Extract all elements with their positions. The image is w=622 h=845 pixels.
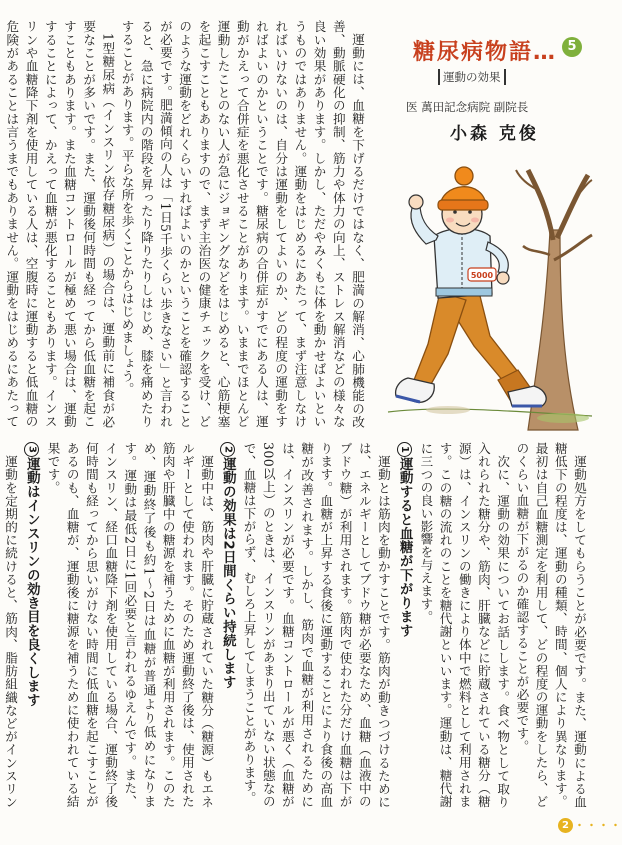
paragraph: 次に、運動の効果についてお話しします。食べ物として取り入れられた糖分や、筋肉、肝臓などに貯蔵されている糖分（糖源）は、インスリンの働きにより体中で燃料として利用されます。この糖の流れのことを糖代謝といいます。運動は、糖代謝に三つの良い影響を与えます。	[418, 442, 511, 808]
paragraph: 運動には、血糖を下げるだけではなく、肥満の解消、心肺機能の改善、動脈硬化の抑制、筋力や体力の向上、ストレス解消などの様々な良い効果があります。しかし、ただやみくもに体を動かせばよいというものではありません。運動をはじめるにあたって、まず注意しなければいけないのは、自分は運動をしてよいのか、どの程度の運動をすればよいのかということです。糖尿病の合併症がすでにある人は、運動がかえって合併症を悪化させることがあります。いままでほとんど運動したことのない人が急にジョギングなどをはじめると、心筋梗塞を起こすこともありますので、まず主治医の健康チェックを受け、どのような運動をどれくらいすればよいのかということを確認することが必要です。肥満傾向の人は「1日5千歩くらい歩きなさい」と言われると、急に病院内の階段を昇ったり降りたりしはじめ、膝を痛めたりすることがあります。平らな所を歩くことからはじめましょう。	[119, 20, 365, 428]
walking-man-illustration	[378, 160, 592, 430]
page-number-dots: ・・・・	[574, 819, 622, 832]
author-name: 小森 克俊	[450, 124, 539, 144]
section-heading-2	[218, 442, 237, 808]
article-title: 糖尿病物語…	[412, 40, 557, 65]
article-body-bottom	[3, 442, 589, 808]
article-subtitle: 運動の効果	[438, 69, 506, 85]
section-heading-3	[22, 442, 41, 808]
paragraph: 運動とは筋肉を動かすことです。筋肉が動きつづけるためには、エネルギーとしてブドウ糖が必要なため、血糖（血液中のブドウ糖）が利用されます。筋肉で使われた分だけ血糖は下がります。血糖が上昇する食後に運動することにより食後の高血糖が改善されます。しかし、筋肉で血糖が利用されるためには、インスリンが必要です。血糖コントロールが悪く（血糖が300以上）のときは、インスリンがあまり出ていない状態なので、血糖は下がらず、むしろ上昇してしまうことがあります。	[241, 442, 391, 808]
section-heading-text: 運動すると血糖が下がります	[397, 457, 413, 638]
raised-fist-icon	[409, 195, 423, 209]
page-number-badge: 2	[558, 818, 573, 833]
article-header	[386, 35, 582, 155]
section-heading-text: 運動はインスリンの効き目を良くします	[24, 457, 40, 708]
section-number: 2	[220, 442, 235, 457]
section-number: 1	[397, 442, 412, 457]
paragraph: 運動中は、筋肉や肝臓に貯蔵されていた糖分（糖源）もエネルギーとして使われます。そのため運動終了後は、使用された筋肉や肝臓中の糖源を補うために血糖が利用されます。このため、運動終了後も約1〜2日は血糖が普通より低めになります。運動は最低2日に1回必要と言われるゆえんです。また、インスリン、経口血糖降下剤を使用している場合、運動終了後何時間も経ってから思いがけない時間に低血糖を起こすことがあるのも、血糖が、運動後に糖源を補うために使われている結果です。	[45, 442, 215, 808]
author-affiliation: 医 萬田記念病院 副院長	[406, 100, 529, 114]
paragraph: 1型糖尿病（インスリン依存糖尿病）の場合は、運動前に補食が必要なことが多いです。また、運動後何時間も経ってから低血糖を起こすこともあります。また血糖コントロールが極めて悪い場合は、運動することによって、かえって血糖が悪化することもあります。インスリンや血糖降下剤を使用している人は、空腹時に運動すると低血糖の危険があることは言うまでもありません。運動をはじめるにあたって	[4, 20, 116, 428]
paragraph: 運動を定期的に続けると、筋肉、脂肪組織などがインスリン	[3, 454, 19, 808]
knit-cap-icon	[438, 167, 488, 210]
series-number-badge: 5	[562, 37, 582, 57]
walking-man-drawing	[378, 160, 592, 430]
section-heading-1	[395, 442, 414, 808]
race-tag-number: 5000	[470, 271, 494, 280]
section-heading-text: 運動の効果は2日間くらい持続します	[220, 457, 236, 690]
article-body-top	[4, 20, 367, 428]
section-number: 3	[24, 442, 39, 457]
jacket-icon	[434, 229, 492, 299]
paragraph: 運動処方をしてもらうことが必要です。また、運動による血糖低下の程度は、運動の種類、時間、個人により異なります。最初は自己血糖測定を利用して、どの程度の運動をしたら、どのくらい血糖が下がるのか確認することが必要です。	[514, 442, 587, 808]
